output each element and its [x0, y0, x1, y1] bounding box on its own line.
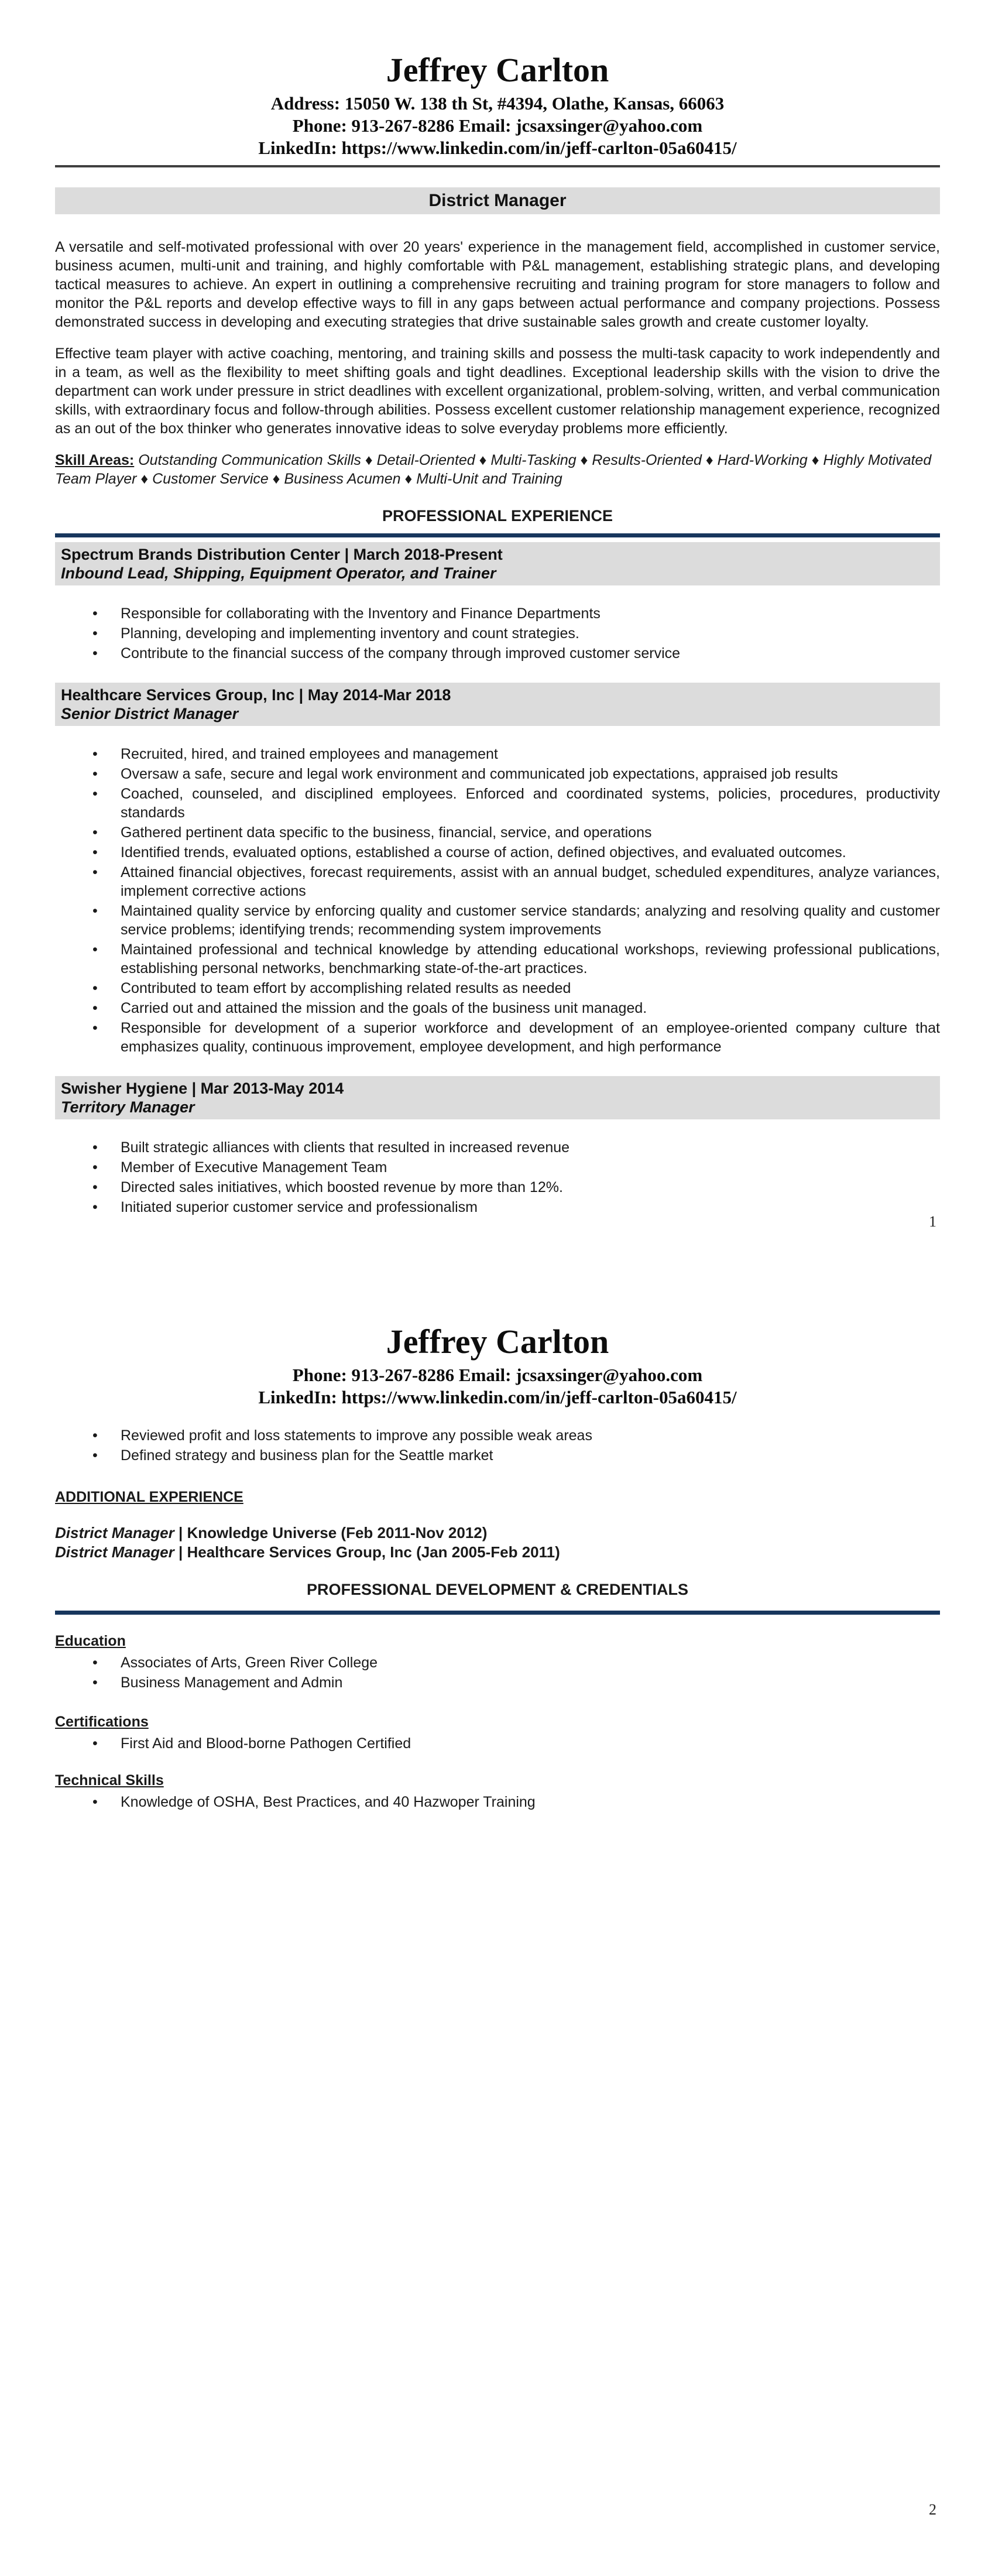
- section-divider-blue: [55, 1611, 940, 1615]
- job-company-line: Healthcare Services Group, Inc | May 2014-Mar 2018: [61, 686, 451, 704]
- contact-address-line: Address: 15050 W. 138 th St, #4394, Olathe, Kansas, 66063: [270, 93, 725, 114]
- job-role-line: Senior District Manager: [61, 705, 239, 722]
- bullet-item: • Oversaw a safe, secure and legal work environment and communicated job expectations, appraised job results: [121, 765, 940, 783]
- additional-experience-heading: ADDITIONAL EXPERIENCE: [55, 1489, 243, 1505]
- bullet-item: • Recruited, hired, and trained employees and management: [121, 745, 940, 763]
- bullet-item: • Maintained professional and technical knowledge by attending educational workshops, reviewing professional publications, establishing personal networks, benchmarking state-of-the-art practices.: [121, 940, 940, 978]
- bullet-item: • Directed sales initiatives, which boosted revenue by more than 12%.: [121, 1178, 940, 1197]
- candidate-name: Jeffrey Carlton: [386, 1323, 609, 1361]
- contact-linkedin-line: LinkedIn: https://www.linkedin.com/in/jeff-carlton-05a60415/: [258, 1387, 737, 1407]
- technical-skills-heading: Technical Skills: [55, 1772, 164, 1789]
- bullet-item: • Responsible for collaborating with the Inventory and Finance Departments: [121, 604, 940, 623]
- contact-linkedin-line: LinkedIn: https://www.linkedin.com/in/jeff-carlton-05a60415/: [258, 138, 737, 158]
- bullet-item: • Maintained quality service by enforcing quality and customer service standards; analyzing and resolving quality and customer service problems; identifying trends; recommending system improvements: [121, 902, 940, 939]
- job-company-line: Spectrum Brands Distribution Center | March 2018-Present: [61, 546, 503, 563]
- header-divider: [55, 165, 940, 167]
- bullet-item: • Contributed to team effort by accomplishing related results as needed: [121, 979, 940, 998]
- job-company-line: Swisher Hygiene | Mar 2013-May 2014: [61, 1080, 344, 1097]
- section-divider-blue: [55, 533, 940, 537]
- job-bullets-swisher-hygiene: [55, 1138, 940, 1217]
- bullet-item: • Planning, developing and implementing inventory and count strategies.: [121, 624, 940, 643]
- bullet-item: • Carried out and attained the mission and the goals of the business unit managed.: [121, 999, 940, 1018]
- summary-paragraph-1: A versatile and self-motivated professional with over 20 years' experience in the management field, accomplished in customer service, business acumen, multi-unit and training, and highly comfortable with P&L management, establishing strategic plans, and developing tactical measures to achieve. An expert in outlining a comprehensive recruiting and training program for store managers to follow and monitor the P&L reports and develop effective ways to fill in any gaps between actual performance and company projections. Possess demonstrated success in developing and executing strategies that drive sustainable sales growth and create customer loyalty.: [55, 239, 940, 330]
- bullet-item: • Defined strategy and business plan for the Seattle market: [121, 1446, 940, 1465]
- contact-phone-email-line: Phone: 913-267-8286 Email: jcsaxsinger@yahoo.com: [292, 1365, 703, 1385]
- bullet-item: • Coached, counseled, and disciplined employees. Enforced and coordinated systems, policies, procedures, productivity standards: [121, 785, 940, 822]
- bullet-item: • Gathered pertinent data specific to the business, financial, service, and operations: [121, 823, 940, 842]
- bullet-item: • Knowledge of OSHA, Best Practices, and 40 Hazwoper Training: [121, 1793, 940, 1811]
- bullet-item: • Attained financial objectives, forecast requirements, assist with an annual budget, scheduled expenditures, analyze variances, implement corrective actions: [121, 863, 940, 900]
- bullet-item: • Built strategic alliances with clients that resulted in increased revenue: [121, 1138, 940, 1157]
- job-header-swisher-hygiene: [55, 1076, 940, 1119]
- target-title-banner: District Manager: [55, 187, 940, 214]
- additional-role-detail: | Healthcare Services Group, Inc (Jan 2005-Feb 2011): [174, 1543, 560, 1561]
- bullet-item: • Member of Executive Management Team: [121, 1158, 940, 1177]
- certifications-bullets: [55, 1734, 940, 1753]
- skill-areas-line: [55, 451, 940, 488]
- education-heading: Education: [55, 1633, 126, 1649]
- skill-areas-label: Skill Areas:: [55, 452, 135, 468]
- bullet-item: • Initiated superior customer service and professionalism: [121, 1198, 940, 1217]
- additional-role-line: [55, 1543, 940, 1562]
- additional-role-detail: | Knowledge Universe (Feb 2011-Nov 2012): [174, 1524, 488, 1542]
- job-bullets-spectrum-brands: [55, 604, 940, 663]
- education-bullets: [55, 1653, 940, 1692]
- contact-phone-email-line: Phone: 913-267-8286 Email: jcsaxsinger@yahoo.com: [292, 115, 703, 136]
- additional-role-title: District Manager: [55, 1524, 174, 1542]
- resume-page-2: [0, 1288, 995, 2576]
- job-header-spectrum-brands: [55, 542, 940, 585]
- certifications-heading: Certifications: [55, 1714, 149, 1730]
- candidate-name: Jeffrey Carlton: [386, 51, 609, 89]
- job-header-healthcare-services: [55, 683, 940, 726]
- additional-role-line: [55, 1523, 940, 1543]
- additional-roles: [55, 1523, 940, 1562]
- page-number-1: 1: [929, 1213, 936, 1230]
- page-number-2: 2: [929, 2501, 936, 2518]
- contact-block: [55, 93, 940, 159]
- bullet-item: • Contribute to the financial success of the company through improved customer service: [121, 644, 940, 663]
- additional-role-title: District Manager: [55, 1543, 174, 1561]
- technical-skills-bullets: [55, 1793, 940, 1811]
- bullet-item: • First Aid and Blood-borne Pathogen Certified: [121, 1734, 940, 1753]
- job-role-line: Inbound Lead, Shipping, Equipment Operator, and Trainer: [61, 564, 496, 582]
- job-bullets-healthcare-services: [55, 745, 940, 1056]
- bullet-item: • Associates of Arts, Green River College: [121, 1653, 940, 1672]
- bullet-item: • Responsible for development of a superior workforce and development of an employee-oriented company culture that emphasizes quality, continuous improvement, employee development, and high performance: [121, 1019, 940, 1056]
- bullet-item: • Business Management and Admin: [121, 1673, 940, 1692]
- contact-block: [55, 1364, 940, 1409]
- section-title-professional-experience: PROFESSIONAL EXPERIENCE: [382, 507, 613, 525]
- summary-paragraph-2: Effective team player with active coaching, mentoring, and training skills and possess the multi-task capacity to work independently and in a team, as well as the flexibility to meet shifting goals and tight deadlines. Exceptional leadership skills with the vision to drive the department can work under pressure in strict deadlines with excellent organizational, problem-solving, written, and verbal communication skills, with extraordinary focus and follow-through abilities. Possess excellent customer relationship management experience, recognized as an out of the box thinker who generates innovative ideas to solve everyday problems more efficiently.: [55, 345, 940, 437]
- section-title-professional-development: PROFESSIONAL DEVELOPMENT & CREDENTIALS: [306, 1581, 689, 1598]
- skill-areas-list: Outstanding Communication Skills ♦ Detail-Oriented ♦ Multi-Tasking ♦ Results-Oriented ♦ Hard-Working ♦ Highly Motivated Team Player ♦ Customer Service ♦ Business Acumen ♦ Multi-Unit and Training: [55, 452, 932, 487]
- job-role-line: Territory Manager: [61, 1098, 195, 1116]
- carryover-bullets: [55, 1426, 940, 1465]
- bullet-item: • Identified trends, evaluated options, established a course of action, defined objectives, and evaluated outcomes.: [121, 843, 940, 862]
- bullet-item: • Reviewed profit and loss statements to improve any possible weak areas: [121, 1426, 940, 1445]
